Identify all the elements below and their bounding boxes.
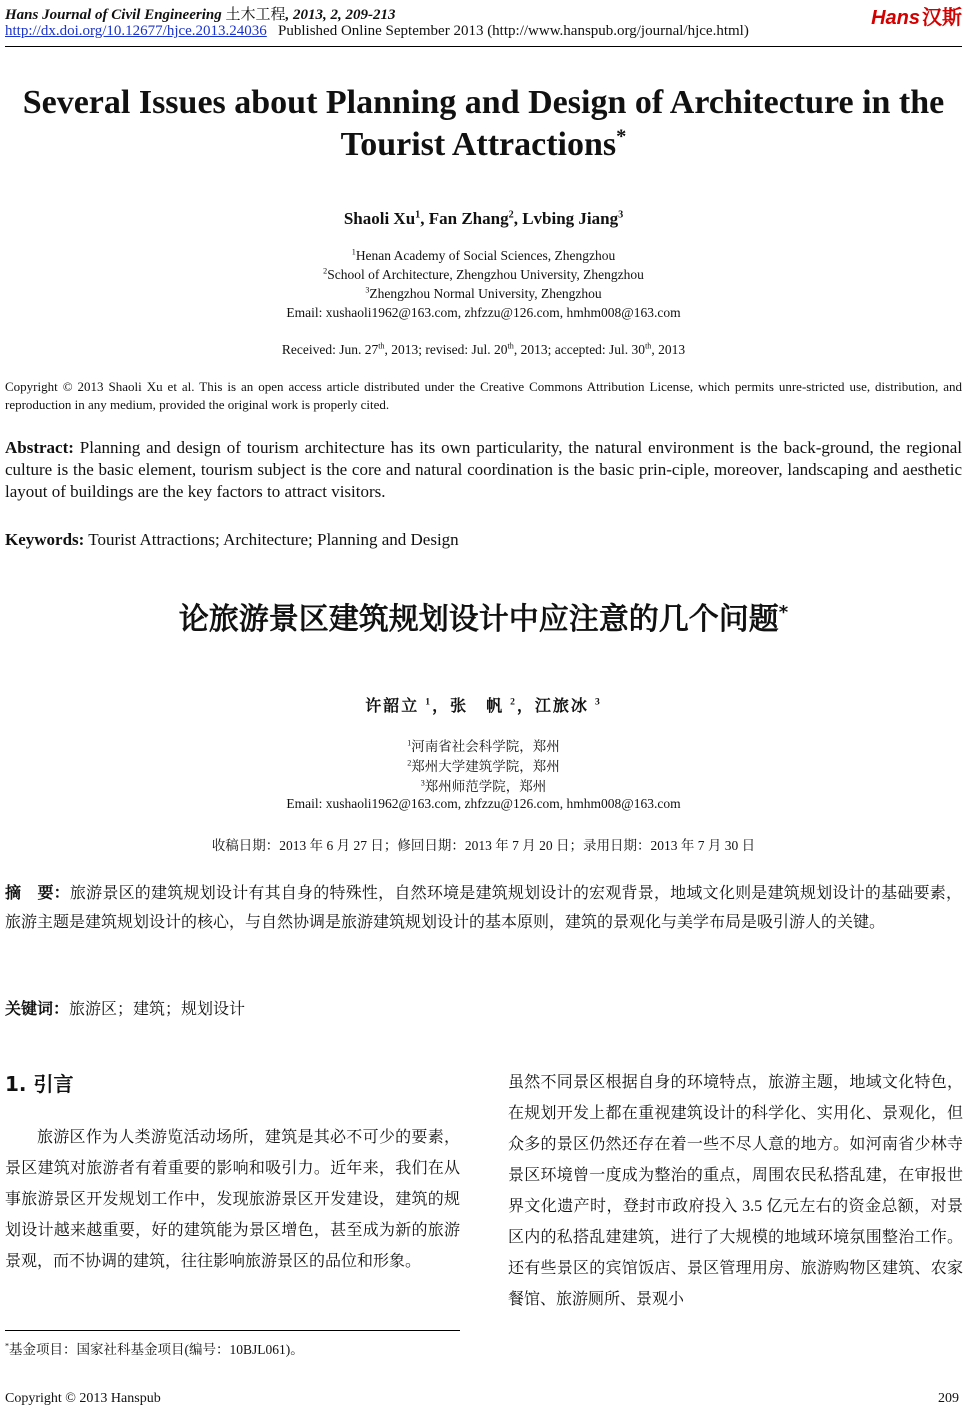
page-number: 209	[938, 1391, 959, 1406]
affiliation-cn	[10, 735, 957, 755]
affiliation-sup: 2	[407, 758, 412, 768]
author-sup: 3	[594, 696, 602, 708]
logo-text-en: Hans	[871, 7, 920, 29]
affiliation-cn	[10, 755, 957, 775]
affiliation-en	[10, 267, 957, 283]
title-cn-text: 论旅游景区建筑规划设计中应注意的几个问题	[178, 602, 779, 637]
date-text: Received: Jun. 27	[281, 342, 379, 357]
title-en-text: Several Issues about Planning and Design of Architecture in the Tourist Attractions	[22, 84, 945, 163]
affiliation-en	[10, 286, 957, 302]
author-name: Shaoli Xu	[343, 209, 416, 228]
footnote-mark: *	[5, 1341, 10, 1351]
author-sup: 3	[618, 209, 624, 221]
abstract-label-cn: 摘 要：	[5, 883, 70, 902]
date-sup: th	[378, 341, 385, 351]
section-heading-introduction: 1. 引言	[5, 1072, 74, 1096]
affiliation-sup: 1	[351, 247, 356, 257]
hans-logo	[871, 1, 962, 30]
affiliation-en	[10, 248, 957, 264]
author-name: 许韶立	[365, 698, 420, 715]
abstract-text-en: Planning and design of tourism architecture has its own particularity, the natural environment is the back-ground, the regional culture is the basic element, tourism subject is the core and natural coordination is the basic prin-ciple, moreover, landscaping and aesthetic layout of buildings are the key factors to attract visitors.	[5, 438, 962, 501]
footnote	[5, 1338, 304, 1358]
title-en-mark: *	[616, 125, 627, 148]
abstract-label-en: Abstract:	[5, 438, 74, 457]
affiliation-sup: 3	[365, 285, 370, 295]
date-text: , 2013; revised: Jul. 20	[384, 342, 508, 357]
received-dates-en	[10, 342, 957, 358]
footer-copyright: Copyright © 2013 Hanspub	[5, 1391, 161, 1406]
body-left-column: 旅游区作为人类游览活动场所，建筑是其必不可少的要素，景区建筑对旅游者有着重要的影响和吸引力。近年来，我们在从事旅游景区开发规划工作中，发现旅游景区开发建设，建筑的规划设计越来越重要，好的建筑能为景区增色，甚至成为新的旅游景观，而不协调的建筑，往往影响旅游景区的品位和形象。	[5, 1129, 460, 1270]
author-name: 张 帆	[450, 698, 505, 715]
authors-en: Shaoli Xu$^1$, Fan Zhang$^2$, Lvbing Jiang$^3$	[343, 209, 624, 228]
keywords-label-en: Keywords:	[5, 530, 85, 549]
journal-name	[5, 3, 395, 24]
author-sup: 1	[425, 696, 433, 708]
journal-header	[5, 0, 962, 47]
title-en	[10, 82, 957, 166]
title-cn-mark: *	[778, 602, 789, 623]
author-name: Fan Zhang	[428, 209, 509, 228]
affiliation-sup: 3	[420, 778, 425, 788]
affiliation-sup: 1	[407, 738, 412, 748]
email-en: Email: xushaoli1962@163.com, zhfzzu@126.com, hmhm008@163.com	[286, 305, 681, 320]
author-name: Lvbing Jiang	[522, 209, 619, 228]
abstract-en	[5, 437, 962, 503]
author-name: 江旅冰	[534, 698, 589, 715]
date-sup: th	[507, 341, 514, 351]
journal-name-cn: 土木工程	[225, 7, 286, 23]
logo-text-cn: 汉斯	[922, 7, 962, 29]
published-online: Published Online September 2013 (http://www.hanspub.org/journal/hjce.html)	[278, 23, 749, 39]
journal-name-en: Hans Journal of Civil Engineering	[5, 7, 222, 23]
affiliation-cn	[10, 775, 957, 795]
author-sup: 2	[508, 209, 514, 221]
affiliation-text: 郑州师范学院，郑州	[424, 779, 547, 794]
affiliation-text: School of Architecture, Zhengzhou University, Zhengzhou	[327, 267, 644, 282]
affiliation-text: Zhengzhou Normal University, Zhengzhou	[369, 286, 602, 301]
received-dates-cn: 收稿日期：2013 年 6 月 27 日；修回日期：2013 年 7 月 20 日；录用日期：2013 年 7 月 30 日	[211, 838, 756, 853]
email-cn: Email: xushaoli1962@163.com, zhfzzu@126.com, hmhm008@163.com	[286, 796, 681, 811]
date-text: , 2013; accepted: Jul. 30	[513, 342, 646, 357]
abstract-text-cn: 旅游景区的建筑规划设计有其自身的特殊性，自然环境是建筑规划设计的宏观背景，地域文化则是建筑规划设计的基础要素，旅游主题是建筑规划设计的核心，与自然协调是旅游建筑规划设计的基本原则，建筑的景观化与美学布局是吸引游人的关键。	[5, 885, 962, 931]
footnote-divider	[5, 1330, 460, 1331]
keywords-text-en: Tourist Attractions; Architecture; Planning and Design	[88, 530, 459, 549]
doi-line	[5, 23, 749, 40]
keywords-text-cn: 旅游区；建筑；规划设计	[69, 1001, 246, 1018]
author-sup: 2	[510, 696, 517, 708]
affiliation-text: 郑州大学建筑学院，郑州	[411, 759, 560, 774]
volume-info: , 2013, 2, 209-213	[285, 7, 396, 23]
affiliation-sup: 2	[323, 266, 328, 276]
keywords-label-cn: 关键词：	[5, 999, 70, 1018]
title-cn	[10, 600, 957, 640]
body-right-column: 虽然不同景区根据自身的环境特点，旅游主题，地域文化特色，在规划开发上都在重视建筑设计的科学化、实用化、景观化，但众多的景区仍然还存在着一些不尽人意的地方。如河南省少林寺景区环境曾一度成为整治的重点，周围农民私搭乱建，在审报世界文化遗产时，登封市政府投入 3.5 亿元左右的资金总额，对景区内的私搭乱建建筑，进行了大规模的地域环境氛围整治工作。还有些景区的宾馆饭店、景区管理用房、旅游购物区建筑、农家餐馆、旅游厕所、景观小	[508, 1074, 963, 1308]
date-text: , 2013	[651, 342, 686, 357]
date-sup: th	[645, 341, 652, 351]
affiliation-text: 河南省社会科学院，郑州	[411, 739, 560, 754]
keywords-en	[5, 529, 962, 551]
copyright-notice: Copyright © 2013 Shaoli Xu et al. This is an open access article distributed under the Creative Commons Attribution License, which permits unre-stricted use, distribution, and reproduction in any medium, provided the original work is properly cited.	[5, 379, 962, 412]
keywords-cn	[5, 997, 962, 1022]
abstract-cn	[5, 878, 962, 937]
footnote-text: 基金项目：国家社科基金项目(编号：10BJL061)。	[9, 1342, 304, 1357]
author-sup: 1	[415, 209, 421, 221]
doi-link[interactable]: http://dx.doi.org/10.12677/hjce.2013.24036	[5, 23, 267, 39]
affiliation-text: Henan Academy of Social Sciences, Zhengzhou	[355, 248, 616, 263]
authors-cn: 许韶立 $^1$，张 帆 $^2$，江旅冰 $^3$	[365, 696, 602, 715]
